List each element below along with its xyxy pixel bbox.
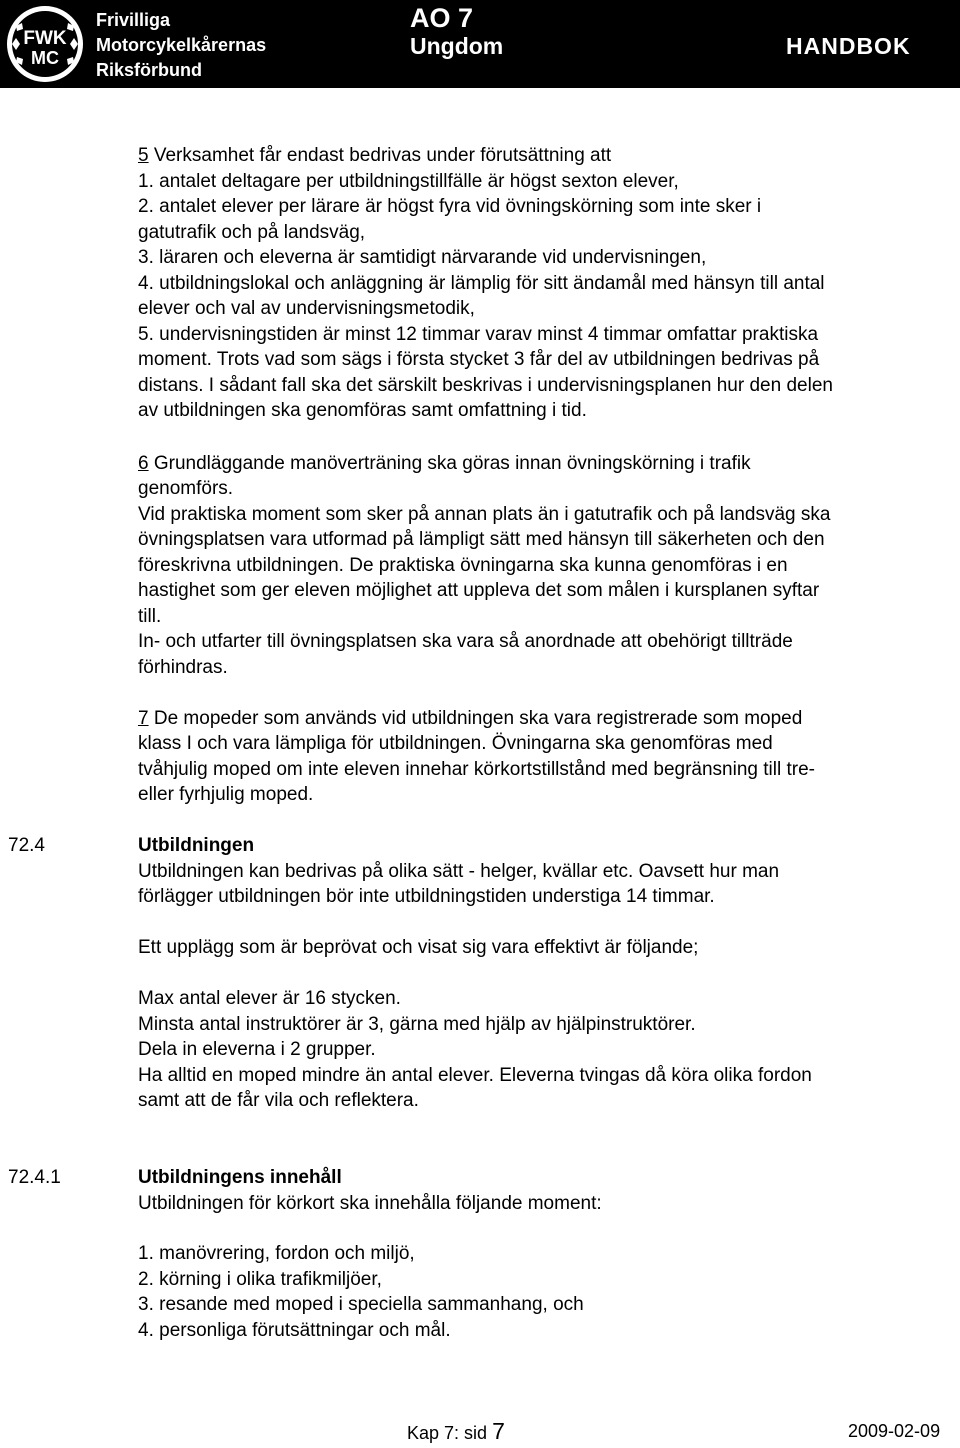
section-6-line: Vid praktiska moment som sker på annan plats än i gatutrafik och på landsväg ska xyxy=(138,504,831,525)
section-5-line: gatutrafik och på landsväg, xyxy=(138,222,366,243)
org-line-1: Frivilliga xyxy=(96,10,171,30)
section-5-line: av utbildningen ska genomföras samt omfattning i tid. xyxy=(138,400,587,421)
list-item: 4. personliga förutsättningar och mål. xyxy=(138,1320,451,1341)
page-label: Kap 7: sid xyxy=(407,1423,488,1443)
list-item: 2. körning i olika trafikmiljöer, xyxy=(138,1269,382,1290)
section-7-number: 7 xyxy=(138,708,149,729)
org-line-2: Motorcykelkårernas xyxy=(96,35,267,55)
ao-number: AO 7 xyxy=(410,3,474,33)
section-72-4-text: samt att de får vila och reflektera. xyxy=(138,1090,419,1111)
section-5-line: 3. läraren och eleverna är samtidigt närvarande vid undervisningen, xyxy=(138,247,707,268)
section-5-line: 5. undervisningstiden är minst 12 timmar varav minst 4 timmar omfattar praktiska xyxy=(138,324,819,345)
section-6-number: 6 xyxy=(138,453,149,474)
section-5-number: 5 xyxy=(138,145,149,166)
fmck-logo xyxy=(2,2,88,86)
list-item: 1. manövrering, fordon och miljö, xyxy=(138,1243,415,1264)
section-72-4-1-title: Utbildningens innehåll xyxy=(138,1167,342,1188)
ao-subtitle: Ungdom xyxy=(410,33,504,59)
section-72-4-text: Max antal elever är 16 stycken. xyxy=(138,988,401,1009)
section-72-4-1-number: 72.4.1 xyxy=(8,1167,61,1188)
handbook-title: HANDBOK xyxy=(786,33,911,59)
section-6-heading xyxy=(138,451,751,477)
section-5-line: elever och val av undervisningsmetodik, xyxy=(138,298,475,319)
section-5-line: 1. antalet deltagare per utbildningstillfälle är högst sexton elever, xyxy=(138,171,679,192)
section-7-intro: De mopeder som används vid utbildningen ska vara registrerade som moped xyxy=(153,708,803,729)
section-6-line: övningsplatsen vara utformad på lämpligt sätt med hänsyn till säkerheten och den xyxy=(138,529,825,550)
footer-date: 2009-02-09 xyxy=(848,1421,941,1441)
page-number: 7 xyxy=(492,1418,505,1444)
section-7-line: eller fyrhjulig moped. xyxy=(138,784,314,805)
section-72-4-number: 72.4 xyxy=(8,835,45,856)
section-5-intro: Verksamhet får endast bedrivas under förutsättning att xyxy=(153,145,612,166)
section-72-4-text: förlägger utbildningen bör inte utbildningstiden understiga 14 timmar. xyxy=(138,886,715,907)
section-6-line: genomförs. xyxy=(138,478,234,499)
section-6-line: In- och utfarter till övningsplatsen ska vara så anordnade att obehörigt tillträde xyxy=(138,631,793,652)
section-7-line: klass I och vara lämpliga för utbildningen. Övningarna ska genomföras med xyxy=(138,733,773,754)
section-72-4-text: Ett upplägg som är beprövat och visat sig vara effektivt är följande; xyxy=(138,937,699,958)
section-72-4-text: Dela in eleverna i 2 grupper. xyxy=(138,1039,376,1060)
section-5-heading xyxy=(138,143,611,169)
section-5-line: 4. utbildningslokal och anläggning är lämplig för sitt ändamål med hänsyn till antal xyxy=(138,273,825,294)
section-5-line: moment. Trots vad som sägs i första stycket 3 får del av utbildningen bedrivas på xyxy=(138,349,820,370)
section-6-line: föreskrivna utbildningen. De praktiska övningarna ska kunna genomföras i en xyxy=(138,555,788,576)
section-7-heading xyxy=(138,706,802,732)
section-72-4-text: Utbildningen kan bedrivas på olika sätt - helger, kvällar etc. Oavsett hur man xyxy=(138,861,780,882)
section-5-line: 2. antalet elever per lärare är högst fyra vid övningskörning som inte sker i xyxy=(138,196,762,217)
section-6-line: till. xyxy=(138,606,162,627)
section-6-line: hastighet som ger eleven möjlighet att uppleva det som målen i kursplanen syftar xyxy=(138,580,820,601)
logo-text-bottom: MC xyxy=(31,48,59,68)
section-72-4-1-intro: Utbildningen för körkort ska innehålla följande moment: xyxy=(138,1193,602,1214)
section-6-line: förhindras. xyxy=(138,657,228,678)
org-name xyxy=(96,8,266,83)
page-header xyxy=(0,0,960,88)
page-footer-label xyxy=(407,1418,505,1446)
section-6-intro: Grundläggande manöverträning ska göras innan övningskörning i trafik xyxy=(153,453,751,474)
section-7-line: tvåhjulig moped om inte eleven innehar körkortstillstånd med begränsning till tre- xyxy=(138,759,815,780)
section-72-4-title: Utbildningen xyxy=(138,835,255,856)
ao-title xyxy=(410,4,503,60)
section-72-4-text: Ha alltid en moped mindre än antal elever. Eleverna tvingas då köra olika fordon xyxy=(138,1065,812,1086)
logo-text-top: FWK xyxy=(23,28,67,49)
list-item: 3. resande med moped i speciella sammanhang, och xyxy=(138,1294,584,1315)
section-72-4-text: Minsta antal instruktörer är 3, gärna med hjälp av hjälpinstruktörer. xyxy=(138,1014,696,1035)
section-5-line: distans. I sådant fall ska det särskilt beskrivas i undervisningsplanen hur den delen xyxy=(138,375,833,396)
org-line-3: Riksförbund xyxy=(96,60,202,80)
